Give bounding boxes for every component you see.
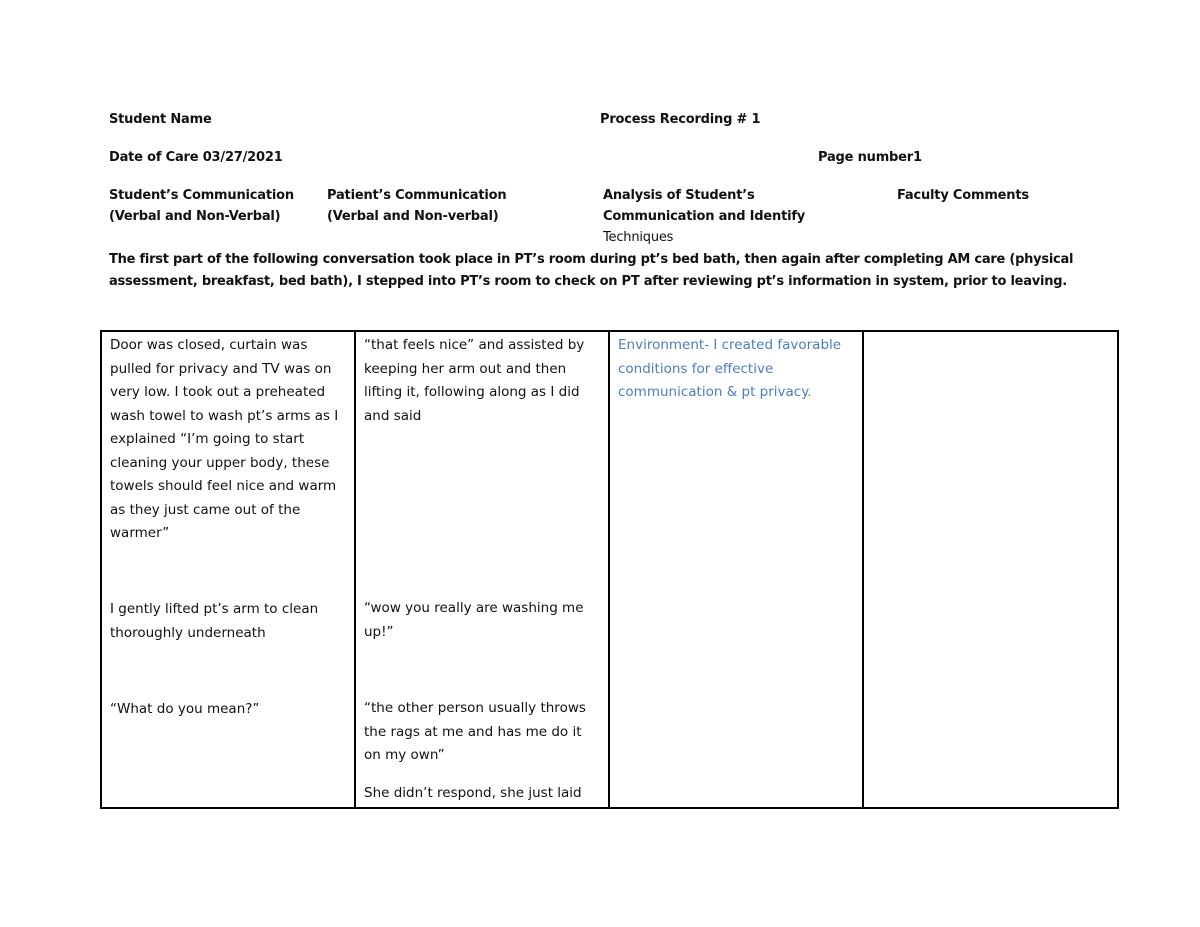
column-header-student-subtitle: (Verbal and Non-Verbal) — [109, 209, 281, 224]
process-recording-title: Process Recording # 1 — [600, 112, 761, 127]
patient-communication-cell — [355, 331, 609, 808]
page-number: Page number1 — [818, 150, 922, 165]
intro-paragraph: The first part of the following conversation took place in PT’s room during pt’s bed bath, then again after completing AM care (physical assessment, breakfast, bed bath), I stepped into PT’s room to check on PT after reviewing pt’s information in system, prior to leaving. — [109, 252, 1074, 289]
process-recording-table — [100, 330, 1119, 809]
student-entry-2: I gently lifted pt’s arm to clean thoroughly underneath — [110, 601, 319, 641]
column-header-patient — [327, 185, 506, 227]
faculty-comments-cell — [863, 331, 1118, 808]
date-of-care: Date of Care 03/27/2021 — [109, 150, 283, 165]
column-header-analysis — [603, 185, 805, 248]
student-name-label: Student Name — [109, 112, 212, 127]
student-entry-1: Door was closed, curtain was pulled for privacy and TV was on very low. I took out a preheated wash towel to wash pt’s arms as I explained “I’m going to start cleaning your upper body, these towels should feel nice and warm as they just came out of the warmer” — [110, 337, 339, 541]
column-header-analysis-line3: Techniques — [603, 230, 674, 245]
patient-entry-2: “wow you really are washing me up!” — [364, 600, 584, 640]
column-header-faculty — [897, 185, 1029, 206]
patient-entry-3: “the other person usually throws the rags at me and has me do it on my own” — [364, 700, 586, 763]
column-header-faculty-title: Faculty Comments — [897, 188, 1029, 203]
student-communication-cell — [101, 331, 355, 808]
student-entry-3: “What do you mean?” — [110, 701, 260, 717]
column-header-analysis-line2: Communication and Identify — [603, 209, 806, 224]
patient-entry-4: She didn’t respond, she just laid — [364, 785, 582, 801]
column-header-analysis-line1: Analysis of Student’s — [603, 188, 755, 203]
patient-entry-1: “that feels nice” and assisted by keeping her arm out and then lifting it, following along as I did and said — [364, 337, 585, 424]
column-header-student — [109, 185, 294, 227]
column-header-patient-title: Patient’s Communication — [327, 188, 507, 203]
analysis-cell — [609, 331, 863, 808]
column-header-student-title: Student’s Communication — [109, 188, 294, 203]
table-row — [101, 331, 1118, 808]
analysis-entry-1: Environment- I created favorable conditions for effective communication & pt privacy. — [618, 337, 842, 400]
column-header-patient-subtitle: (Verbal and Non-verbal) — [327, 209, 499, 224]
